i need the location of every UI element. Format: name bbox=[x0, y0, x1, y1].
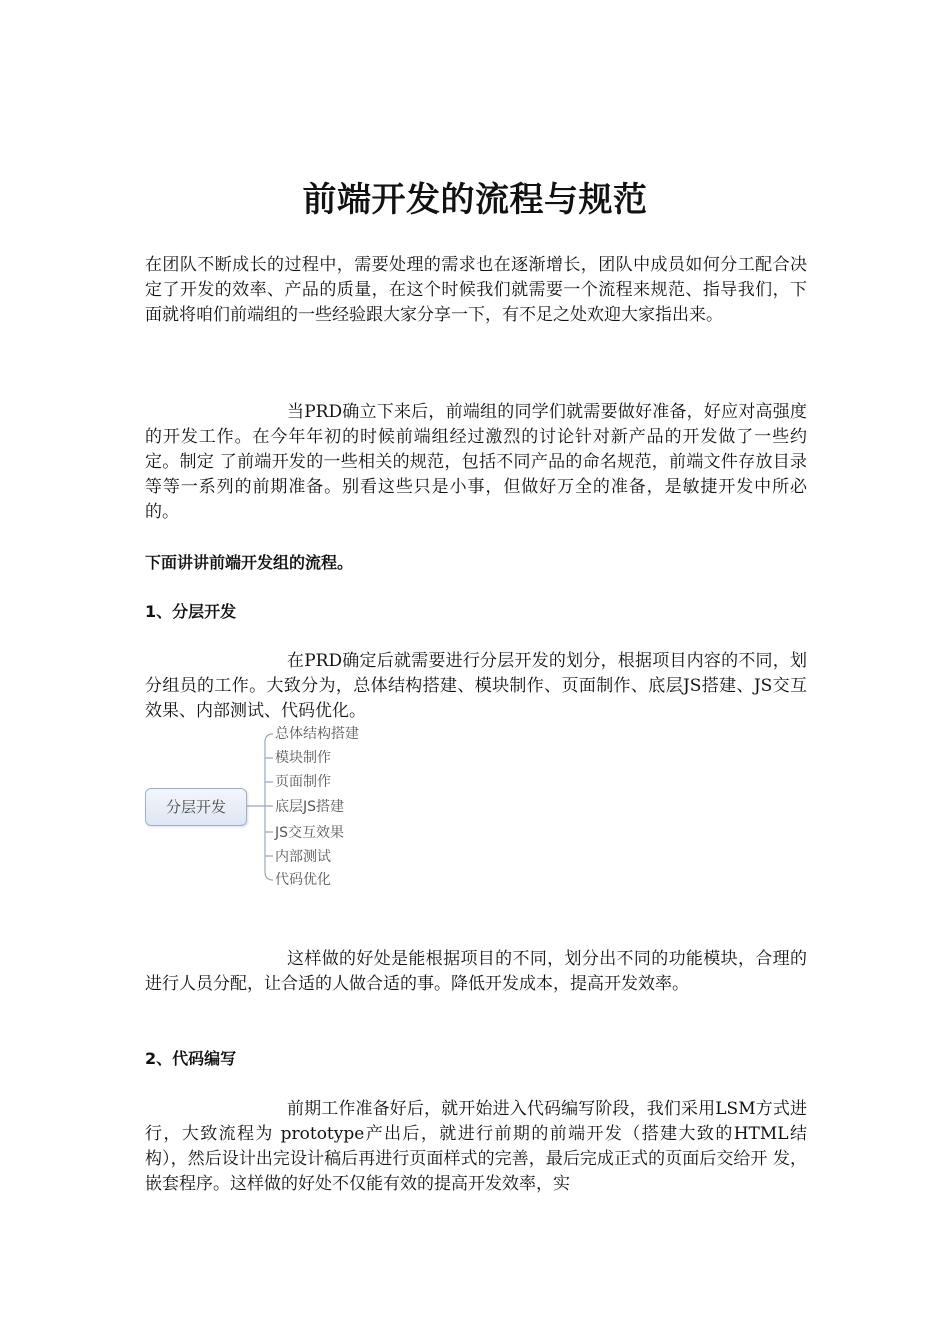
section2-heading: 2、代码编写 bbox=[145, 1049, 237, 1068]
document-title: 前端开发的流程与规范 bbox=[302, 180, 648, 220]
prd-paragraph: 当PRD确立下来后，前端组的同学们就需要做好准备，好应对高强度的开发工作。在今年年初的时候前端组经过激烈的讨论针对新产品的开发做了一些约定。制定 了前端开发的一些相关的规范，包括不同产品的命名规范，前端文件存放目录等等一系列的前期准备。别看这些只是小事，但做好万全的准备，是敏捷开发中所必 的。 bbox=[145, 402, 807, 522]
mindmap-branch: 总体结构搭建 bbox=[275, 726, 359, 742]
intro-paragraph: 在团队不断成长的过程中，需要处理的需求也在逐渐增长，团队中成员如何分工配合决定了开发的效率、产品的质量，在这个时候我们就需要一个流程来规范、指导我们，下面就将咱们前端组的一些经验跟大家分享一下，有不足之处欢迎大家指出来。 bbox=[145, 255, 807, 325]
flow-heading: 下面讲讲前端开发组的流程。 bbox=[145, 553, 354, 572]
mindmap-branch: JS交互效果 bbox=[275, 825, 345, 841]
mindmap-branch: 底层JS搭建 bbox=[275, 799, 345, 815]
section2-paragraph: 前期工作准备好后，就开始进入代码编写阶段，我们采用LSM方式进行，大致流程为 prototype产出后，就进行前期的前端开发（搭建大致的HTML结构），然后设计出完设计稿后再进行页面样式的完善，最后完成正式的页面后交给开 发，嵌套程序。这样做的好处不仅能有效的提高开发效率，实 bbox=[145, 1099, 807, 1194]
section1-paragraph: 在PRD确定后就需要进行分层开发的划分，根据项目内容的不同，划分组员的工作。大致分为，总体结构搭建、模块制作、页面制作、底层JS搭建、JS交互效果、内部测试、代码优化。 bbox=[145, 651, 807, 721]
layered-development-mindmap bbox=[143, 724, 403, 894]
mindmap-branch: 页面制作 bbox=[275, 774, 331, 790]
section1-heading: 1、分层开发 bbox=[145, 602, 237, 621]
mindmap-branch: 代码优化 bbox=[275, 872, 331, 888]
mindmap-root-node: 分层开发 bbox=[145, 788, 247, 826]
section1-benefit-paragraph: 这样做的好处是能根据项目的不同，划分出不同的功能模块，合理的进行人员分配，让合适的人做合适的事。降低开发成本，提高开发效率。 bbox=[145, 949, 807, 994]
mindmap-branch: 模块制作 bbox=[275, 750, 331, 766]
mindmap-branch: 内部测试 bbox=[275, 849, 331, 865]
